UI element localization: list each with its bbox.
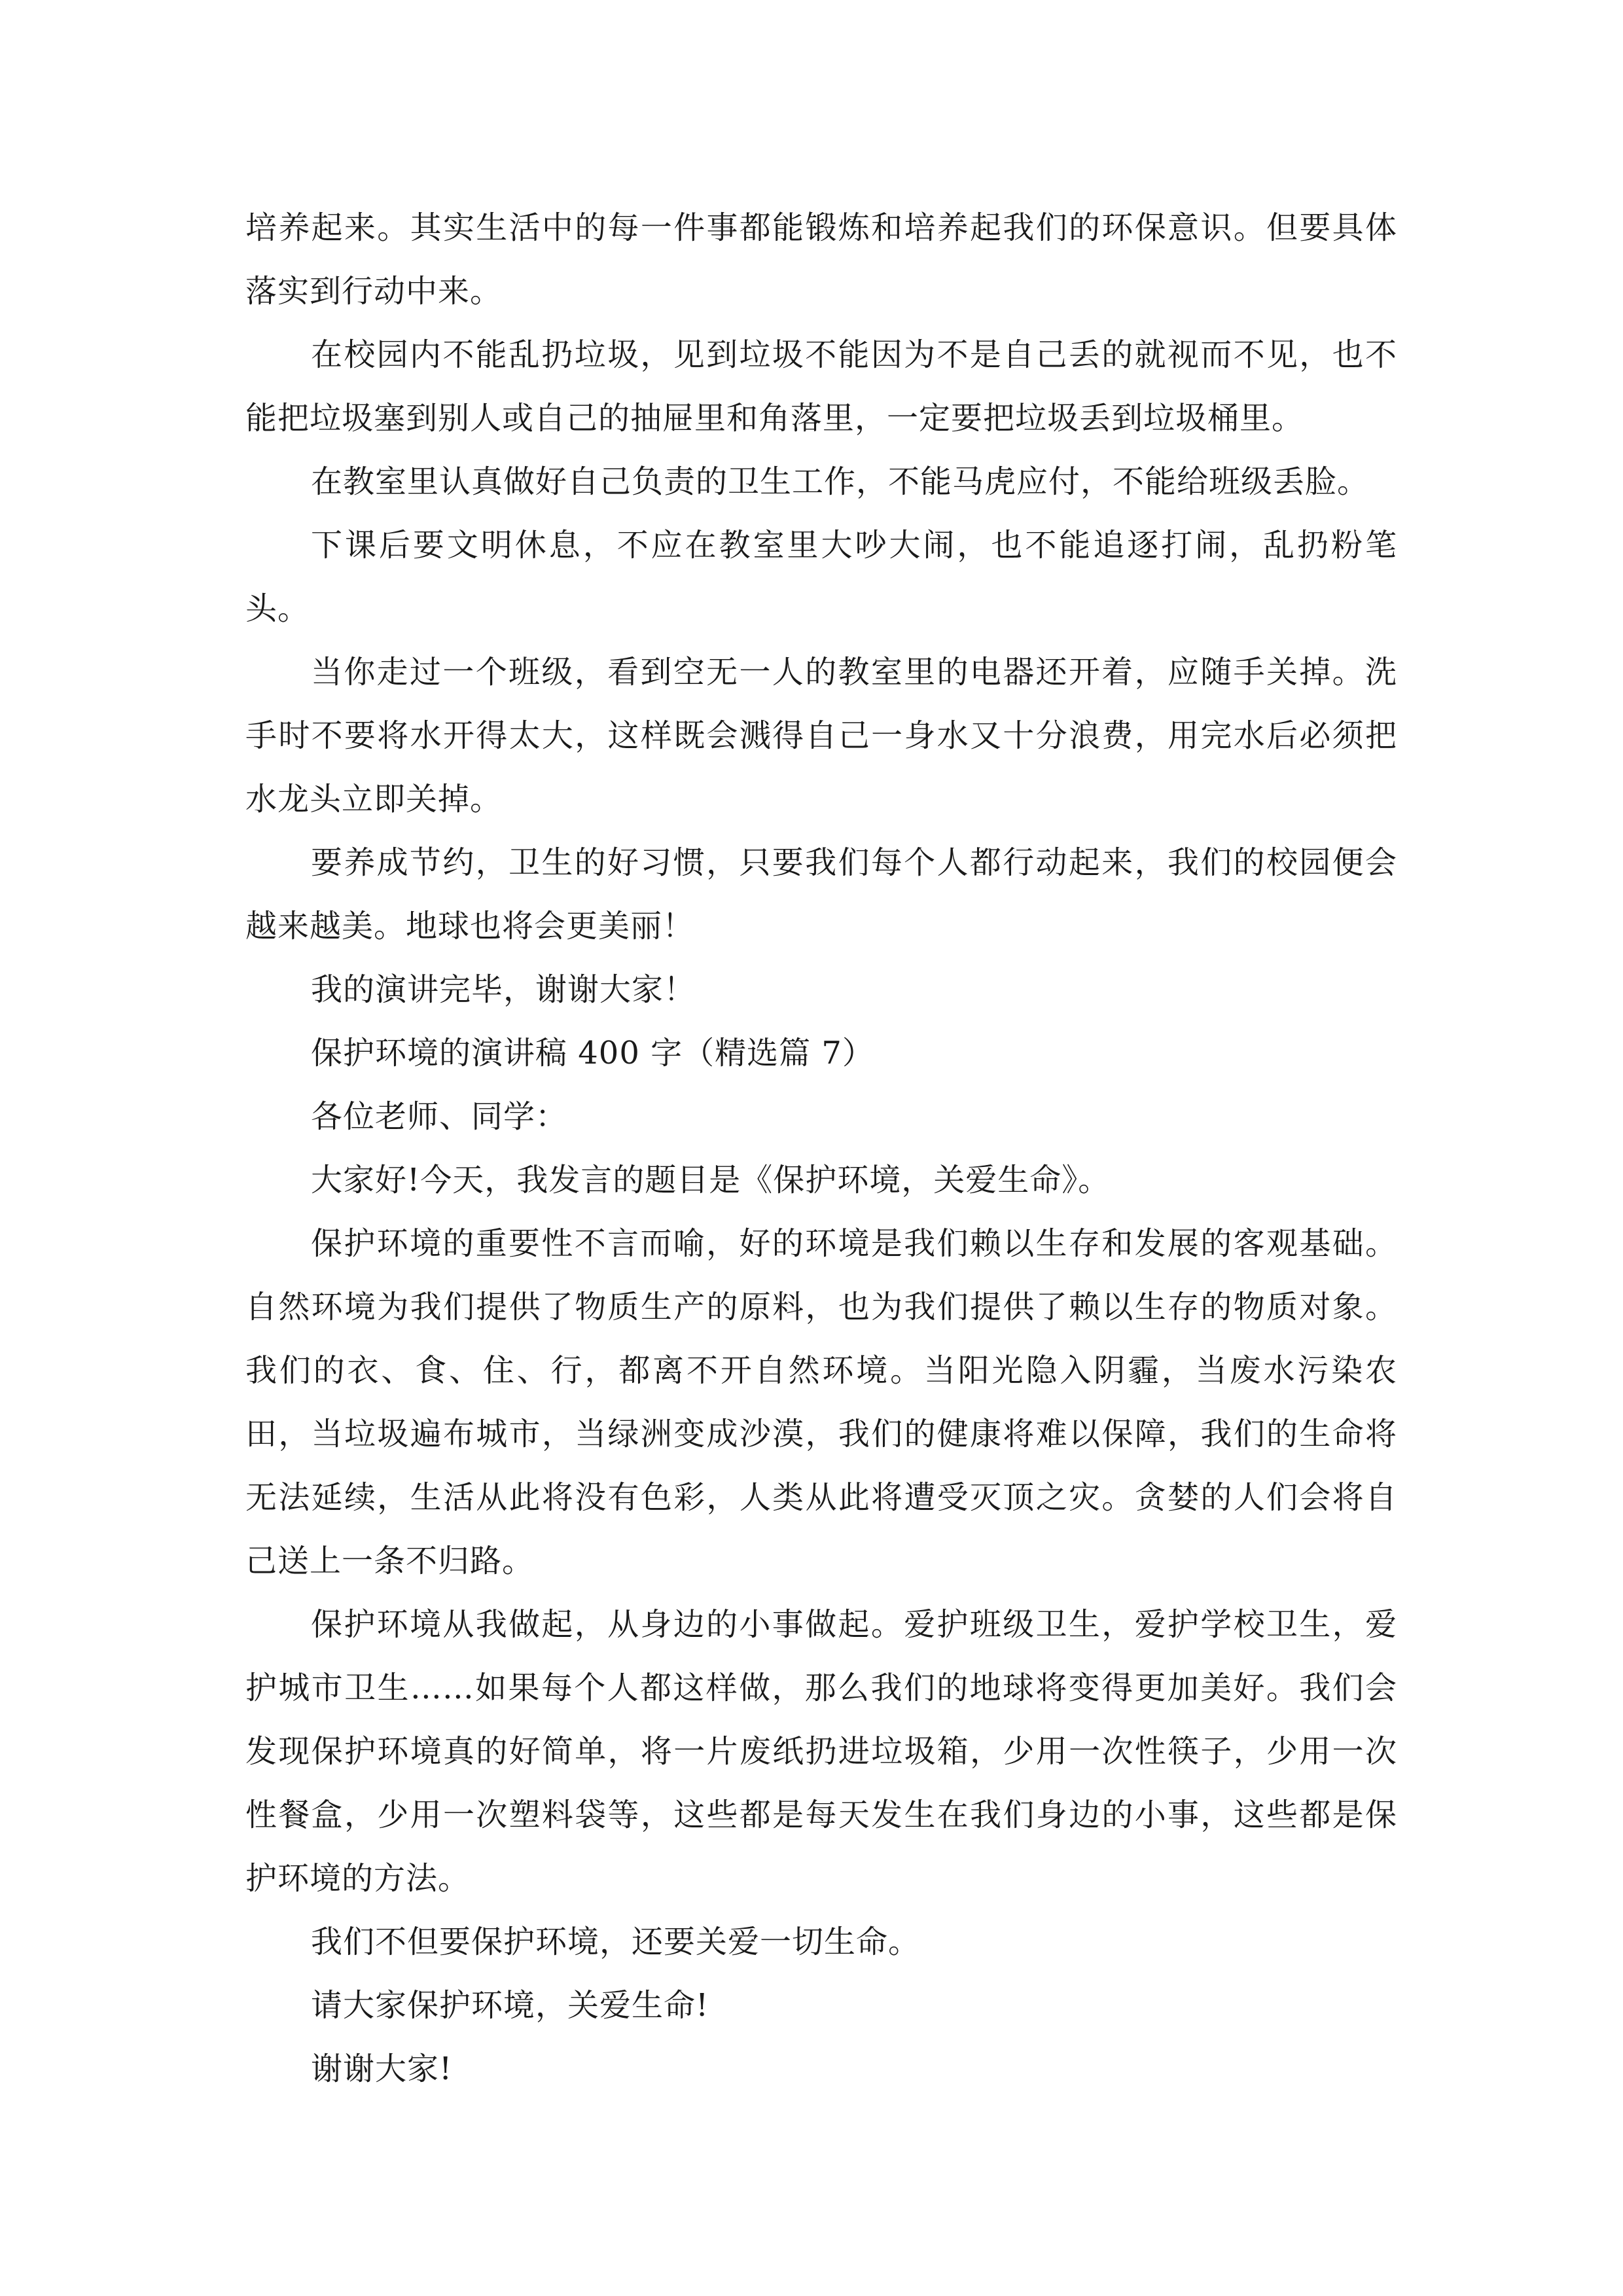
paragraph: 在教室里认真做好自己负责的卫生工作，不能马虎应付，不能给班级丢脸。 [311,463,1370,500]
paragraph: 在校园内不能乱扔垃圾，见到垃圾不能因为不是自己丢的就视而不见，也不能把垃圾塞到别人或自己的抽屉里和角落里，一定要把垃圾丢到垃圾桶里。 [245,336,1397,437]
paragraph: 大家好!今天，我发言的题目是《保护环境，关爱生命》。 [311,1162,1111,1198]
salutation: 各位老师、同学： [311,1098,568,1135]
document-body [245,196,1397,2101]
closing-line: 我的演讲完毕，谢谢大家！ [311,971,696,1008]
paragraph: 当你走过一个班级，看到空无一人的教室里的电器还开着，应随手关掉。洗手时不要将水开得太大，这样既会溅得自己一身水又十分浪费，用完水后必须把水龙头立即关掉。 [245,654,1397,817]
section-heading: 保护环境的演讲稿 400 字（精选篇 7） [311,1035,874,1071]
paragraph: 下课后要文明休息，不应在教室里大吵大闹，也不能追逐打闹，乱扔粉笔头。 [245,527,1397,627]
paragraph: 保护环境从我做起，从身边的小事做起。爱护班级卫生，爱护学校卫生，爱护城市卫生……如果每个人都这样做，那么我们的地球将变得更加美好。我们会发现保护环境真的好简单，将一片废纸扔进垃圾箱，少用一次性筷子，少用一次性餐盒，少用一次塑料袋等，这些都是每天发生在我们身边的小事，这些都是保护环境的方法。 [245,1606,1397,1897]
paragraph: 保护环境的重要性不言而喻，好的环境是我们赖以生存和发展的客观基础。自然环境为我们提供了物质生产的原料，也为我们提供了赖以生存的物质对象。我们的衣、食、住、行，都离不开自然环境。当阳光隐入阴霾，当废水污染农田，当垃圾遍布城市，当绿洲变成沙漠，我们的健康将难以保障，我们的生命将无法延续，生活从此将没有色彩，人类从此将遭受灭顶之灾。贪婪的人们会将自己送上一条不归路。 [245,1225,1397,1579]
paragraph: 培养起来。其实生活中的每一件事都能锻炼和培养起我们的环保意识。但要具体落实到行动中来。 [245,209,1397,310]
closing-line: 谢谢大家! [311,2051,453,2087]
paragraph: 请大家保护环境，关爱生命! [311,1987,709,2024]
paragraph: 要养成节约，卫生的好习惯，只要我们每个人都行动起来，我们的校园便会越来越美。地球也将会更美丽！ [245,844,1397,944]
paragraph: 我们不但要保护环境，还要关爱一切生命。 [311,1924,921,1960]
